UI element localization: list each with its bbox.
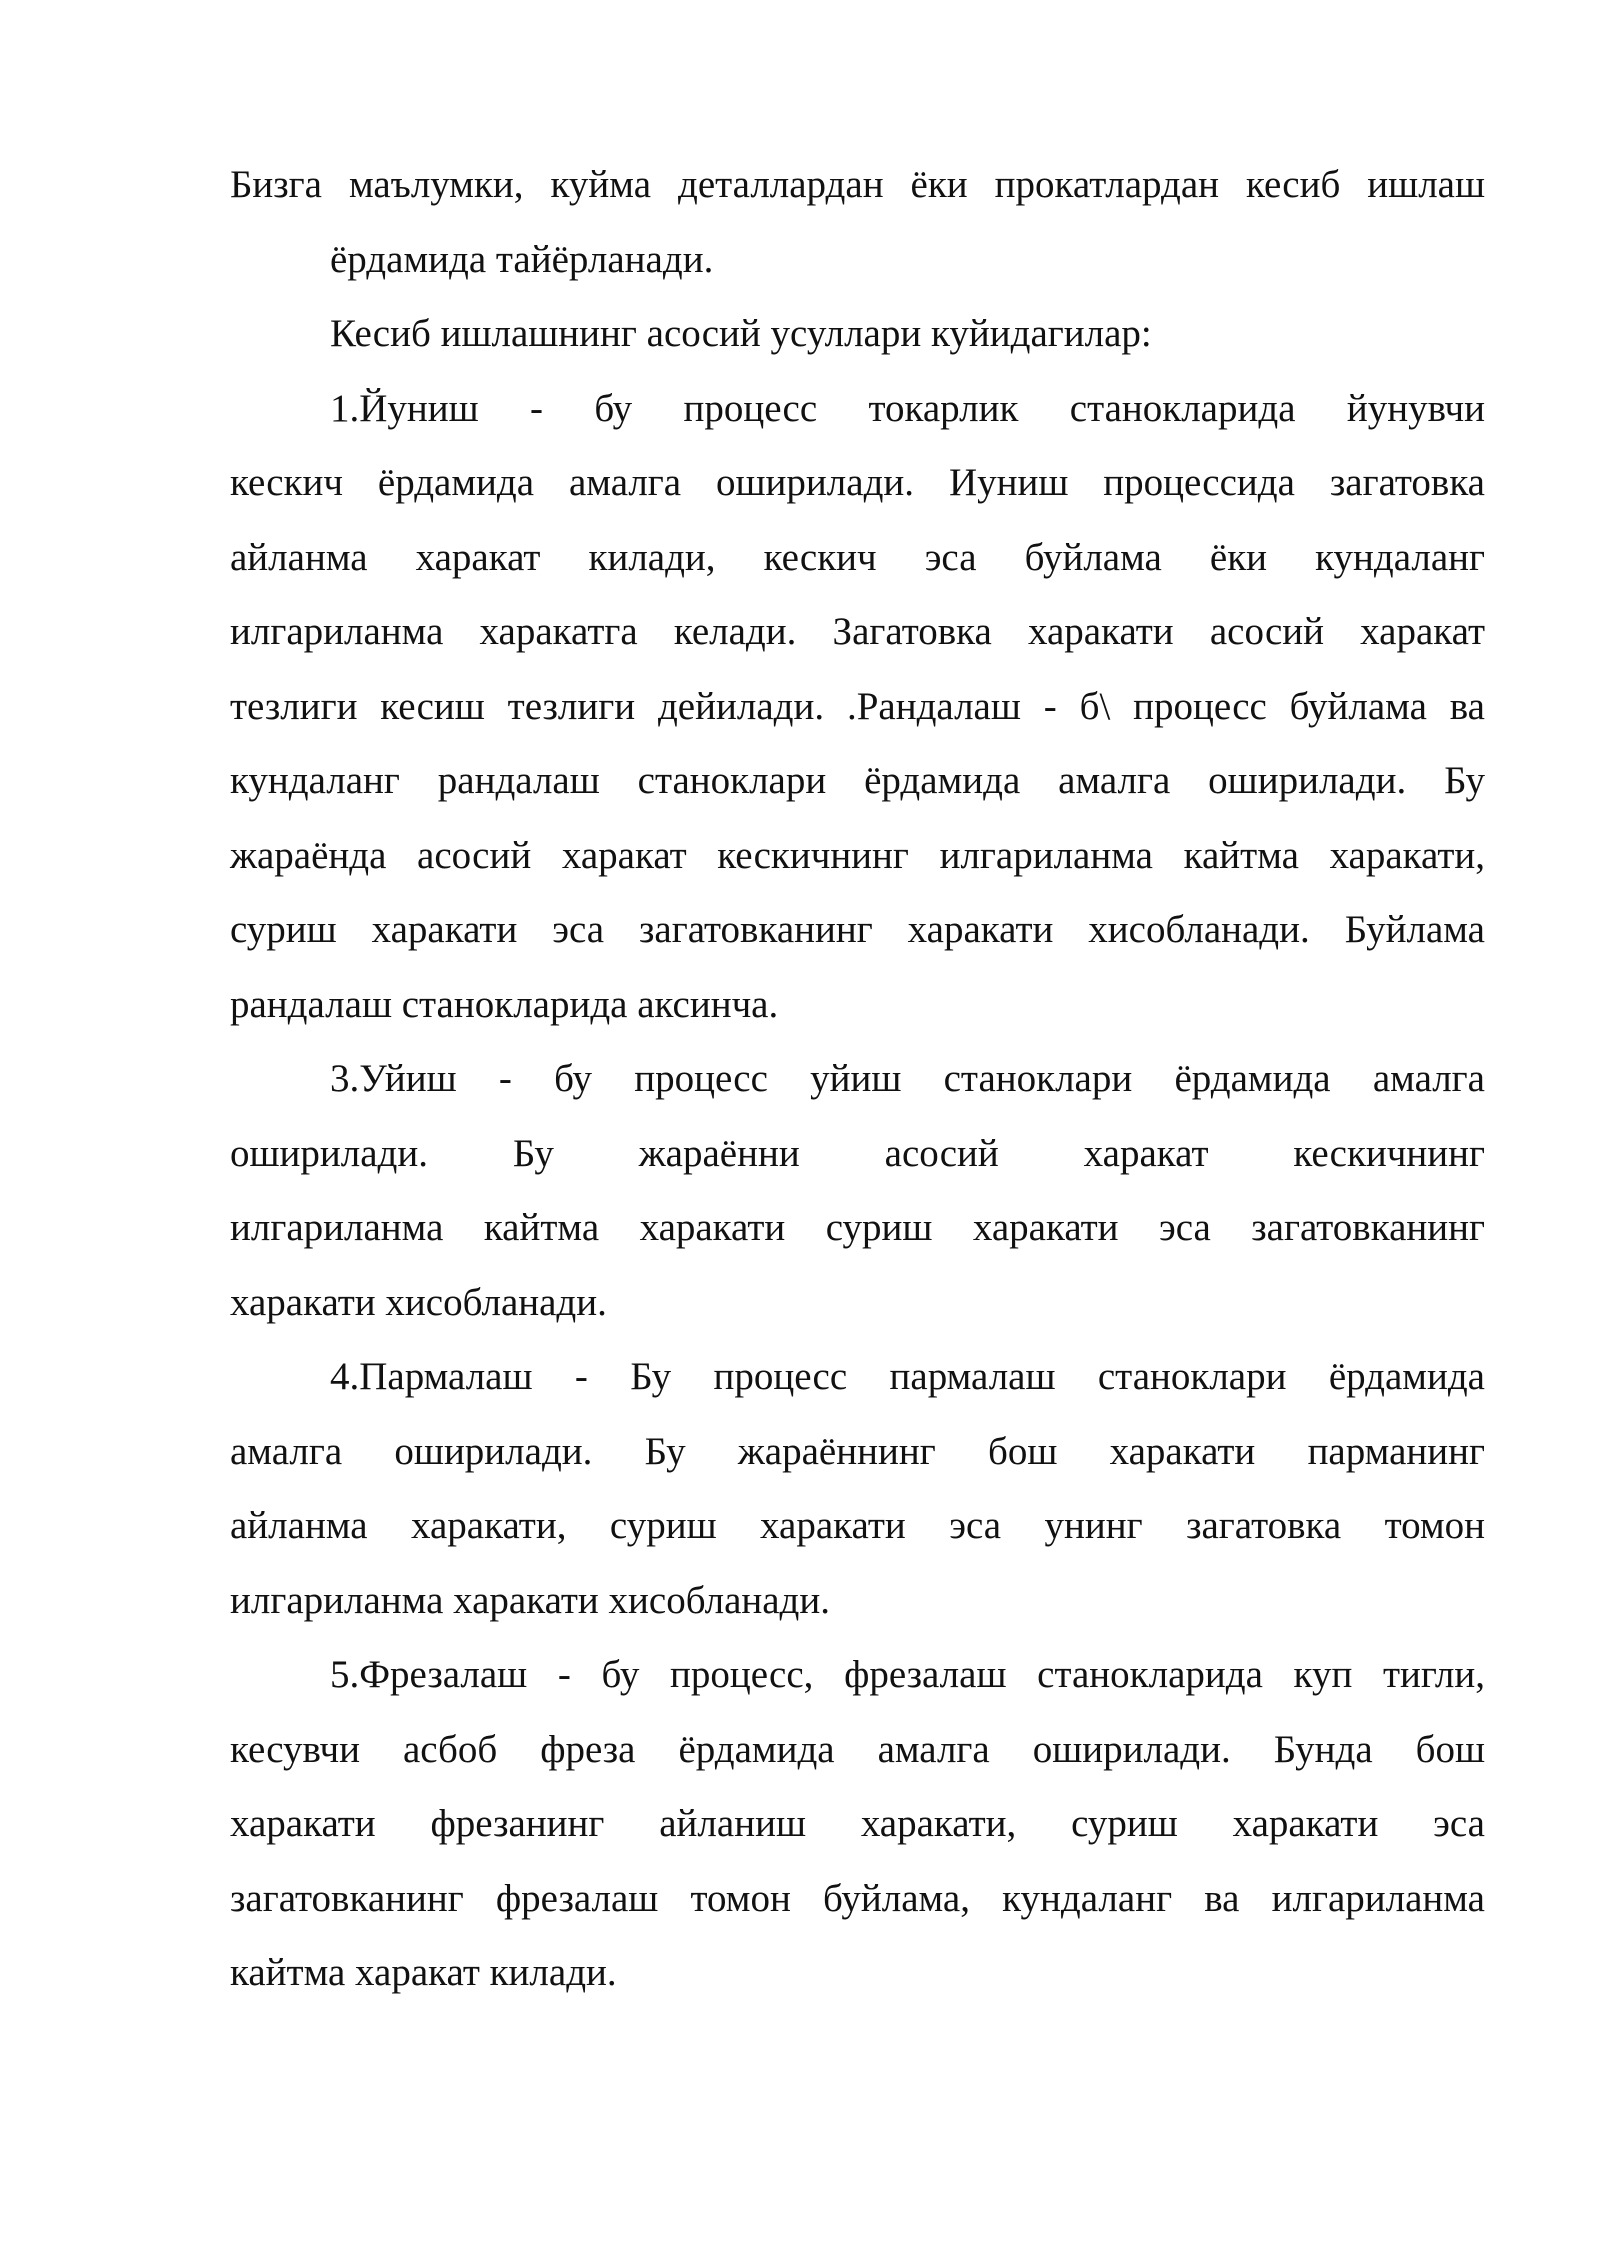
text-line: амалга оширилади. Бу жараённинг бош харакати парманинг: [230, 1429, 1485, 1473]
text-line: илгариланма харакати хисобланади.: [230, 1578, 831, 1622]
text-line: Бизга маълумки, куйма деталлардан ёки прокатлардан кесиб ишлаш: [230, 163, 1485, 206]
text-line: кундаланг рандалаш станоклари ёрдамида амалга оширилади. Бу: [230, 759, 1485, 802]
text-line: кескич ёрдамида амалга оширилади. Иуниш процессида загатовка: [230, 461, 1485, 504]
text-line: 1.Йуниш - бу процесс токарлик станокларида йунувчи: [330, 386, 1485, 430]
text-line: суриш харакати эса загатовканинг харакати хисобланади. Буйлама: [230, 908, 1485, 951]
text-line: илгариланма кайтма харакати суриш харакати эса загатовканинг: [230, 1206, 1485, 1249]
text-line: 3.Уйиш - бу процесс уйиш станоклари ёрдамида амалга: [330, 1057, 1485, 1100]
text-line: айланма харакати, суриш харакати эса унинг загатовка томон: [230, 1504, 1485, 1547]
text-line: загатовканинг фрезалаш томон буйлама, кундаланг ва илгариланма: [230, 1876, 1485, 1920]
text-line: илгариланма харакатга келади. Загатовка харакати асосий харакат: [230, 610, 1485, 653]
text-line: Кесиб ишлашнинг асосий усуллари куйидагилар:: [330, 312, 1152, 355]
text-line: кайтма харакат килади.: [230, 1951, 617, 1994]
text-line: харакати хисобланади.: [230, 1280, 607, 1324]
text-line: айланма харакат килади, кескич эса буйлама ёки кундаланг: [230, 535, 1485, 579]
text-line: харакати фрезанинг айланиш харакати, суриш харакати эса: [230, 1802, 1485, 1845]
text-line: кесувчи асбоб фреза ёрдамида амалга оширилади. Бунда бош: [230, 1727, 1485, 1771]
text-line: жараёнда асосий харакат кескичнинг илгариланма кайтма харакати,: [230, 833, 1485, 877]
text-line: ёрдамида тайёрланади.: [330, 237, 714, 281]
document-body: [230, 148, 1485, 2011]
text-line: оширилади. Бу жараённи асосий харакат кескичнинг: [230, 1131, 1485, 1175]
text-line: 4.Пармалаш - Бу процесс пармалаш станоклари ёрдамида: [330, 1355, 1485, 1398]
text-line: рандалаш станокларида аксинча.: [230, 982, 779, 1026]
text-line: тезлиги кесиш тезлиги дейилади. .Рандалаш - б\ процесс буйлама ва: [230, 684, 1485, 728]
text-line: 5.Фрезалаш - бу процесс, фрезалаш станокларида куп тигли,: [330, 1653, 1485, 1696]
